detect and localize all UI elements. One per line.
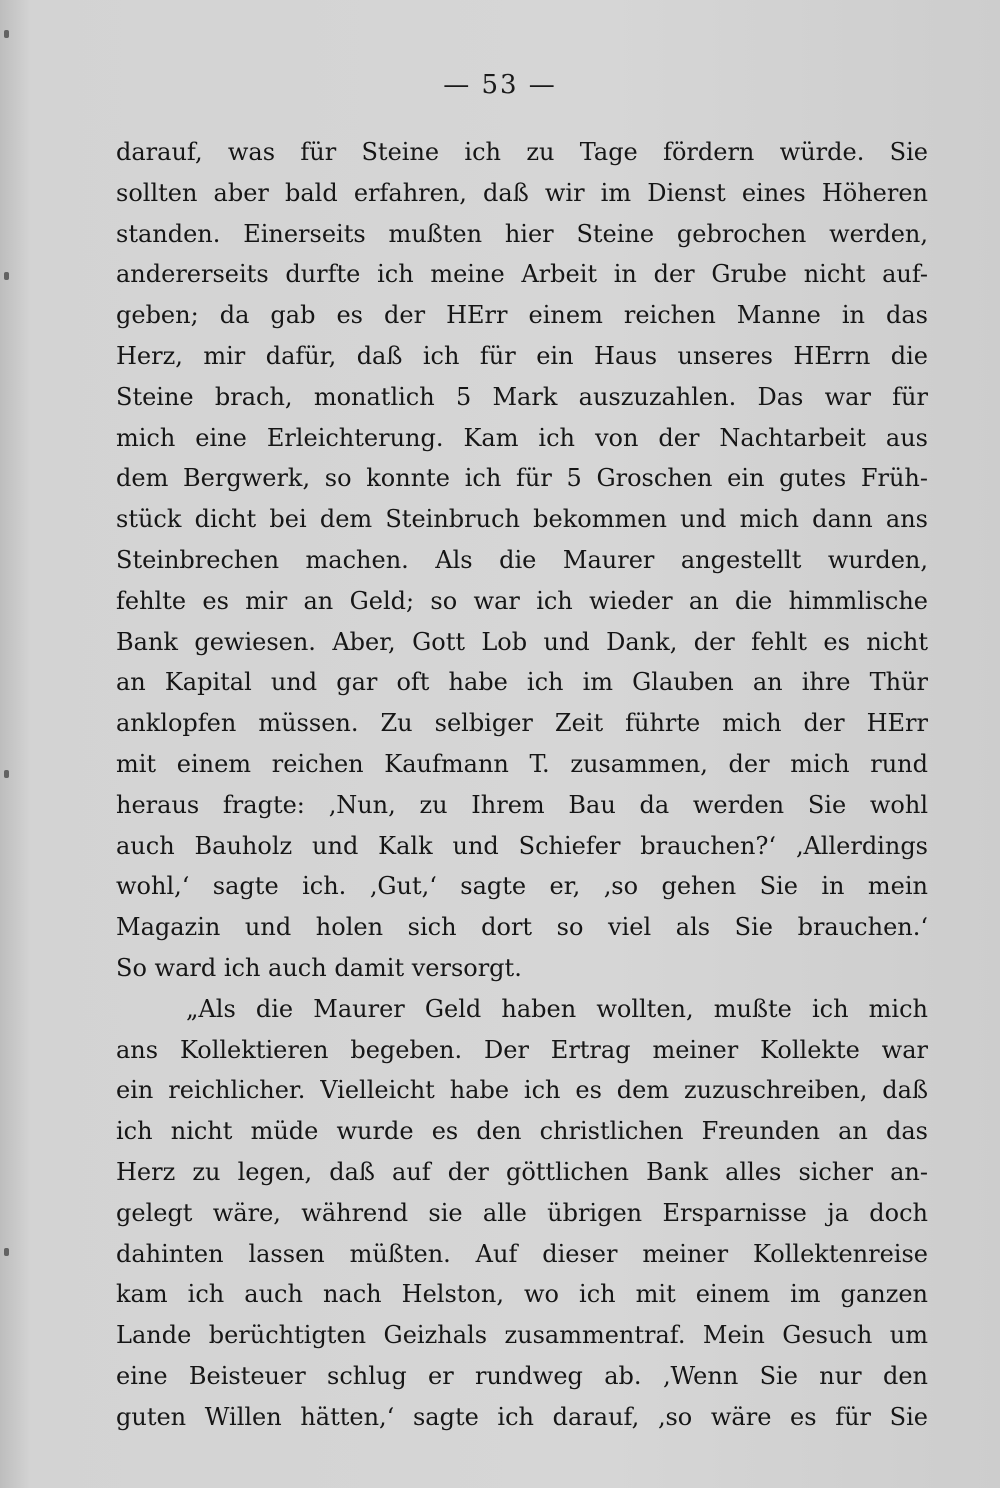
text-line: fehlte es mir an Geld; so war ich wieder an die himmlische xyxy=(116,586,928,615)
text-line: andererseits durfte ich meine Arbeit in der Grube nicht auf- xyxy=(116,260,928,289)
text-line: anklopfen müssen. Zu selbiger Zeit führte mich der HErr xyxy=(116,709,928,738)
text-line: an Kapital und gar oft habe ich im Glauben an ihre Thür xyxy=(116,668,928,697)
text-line: Herz zu legen, daß auf der göttlichen Bank alles sicher an- xyxy=(116,1157,928,1186)
text-line: sollten aber bald erfahren, daß wir im Dienst eines Höheren xyxy=(116,178,928,207)
text-line: eine Beisteuer schlug er rundweg ab. ‚Wenn Sie nur den xyxy=(116,1361,928,1390)
text-line: auch Bauholz und Kalk und Schiefer brauchen?‘ ‚Allerdings xyxy=(116,831,928,860)
text-line: dahinten lassen müßten. Auf dieser meiner Kollektenreise xyxy=(116,1239,928,1268)
text-line: kam ich auch nach Helston, wo ich mit einem im ganzen xyxy=(116,1280,928,1309)
text-line: heraus fragte: ‚Nun, zu Ihrem Bau da werden Sie wohl xyxy=(116,790,928,819)
text-line: geben; da gab es der HErr einem reichen Manne in das xyxy=(116,301,928,330)
margin-speck xyxy=(4,272,9,280)
paragraph-start-line: „Als die Maurer Geld haben wollten, mußte ich mich xyxy=(186,994,928,1023)
text-line: ich nicht müde wurde es den christlichen Freunden an das xyxy=(116,1117,928,1146)
paragraph-end-line: So ward ich auch damit versorgt. xyxy=(116,953,522,982)
text-line: mit einem reichen Kaufmann T. zusammen, der mich rund xyxy=(116,749,928,778)
body-text xyxy=(116,132,928,1438)
text-line: Bank gewiesen. Aber, Gott Lob und Dank, der fehlt es nicht xyxy=(116,627,928,656)
text-line: ein reichlicher. Vielleicht habe ich es dem zuzuschreiben, daß xyxy=(116,1076,928,1105)
text-line: Steinbrechen machen. Als die Maurer angestellt wurden, xyxy=(116,545,928,574)
text-line: Magazin und holen sich dort so viel als Sie brauchen.‘ xyxy=(116,913,928,942)
text-line: Lande berüchtigten Geizhals zusammentraf. Mein Gesuch um xyxy=(116,1321,928,1350)
text-line: standen. Einerseits mußten hier Steine gebrochen werden, xyxy=(116,219,928,248)
margin-speck xyxy=(4,1248,9,1256)
text-line: gelegt wäre, während sie alle übrigen Ersparnisse ja doch xyxy=(116,1198,928,1227)
text-line: Steine brach, monatlich 5 Mark auszuzahlen. Das war für xyxy=(116,382,928,411)
text-line: darauf, was für Steine ich zu Tage fördern würde. Sie xyxy=(116,138,928,166)
text-line: Herz, mir dafür, daß ich für ein Haus unseres HErrn die xyxy=(116,341,928,370)
page-number: — 53 — xyxy=(443,70,557,100)
text-line: ans Kollektieren begeben. Der Ertrag meiner Kollekte war xyxy=(116,1035,928,1064)
text-line: wohl,‘ sagte ich. ‚Gut,‘ sagte er, ‚so gehen Sie in mein xyxy=(116,872,928,901)
text-line: guten Willen hätten,‘ sagte ich darauf, ‚so wäre es für Sie xyxy=(116,1402,928,1431)
margin-speck xyxy=(4,770,9,778)
margin-speck xyxy=(4,30,9,38)
text-line: dem Bergwerk, so konnte ich für 5 Groschen ein gutes Früh- xyxy=(116,464,928,493)
text-line: stück dicht bei dem Steinbruch bekommen und mich dann ans xyxy=(116,505,928,534)
text-line: mich eine Erleichterung. Kam ich von der Nachtarbeit aus xyxy=(116,423,928,452)
